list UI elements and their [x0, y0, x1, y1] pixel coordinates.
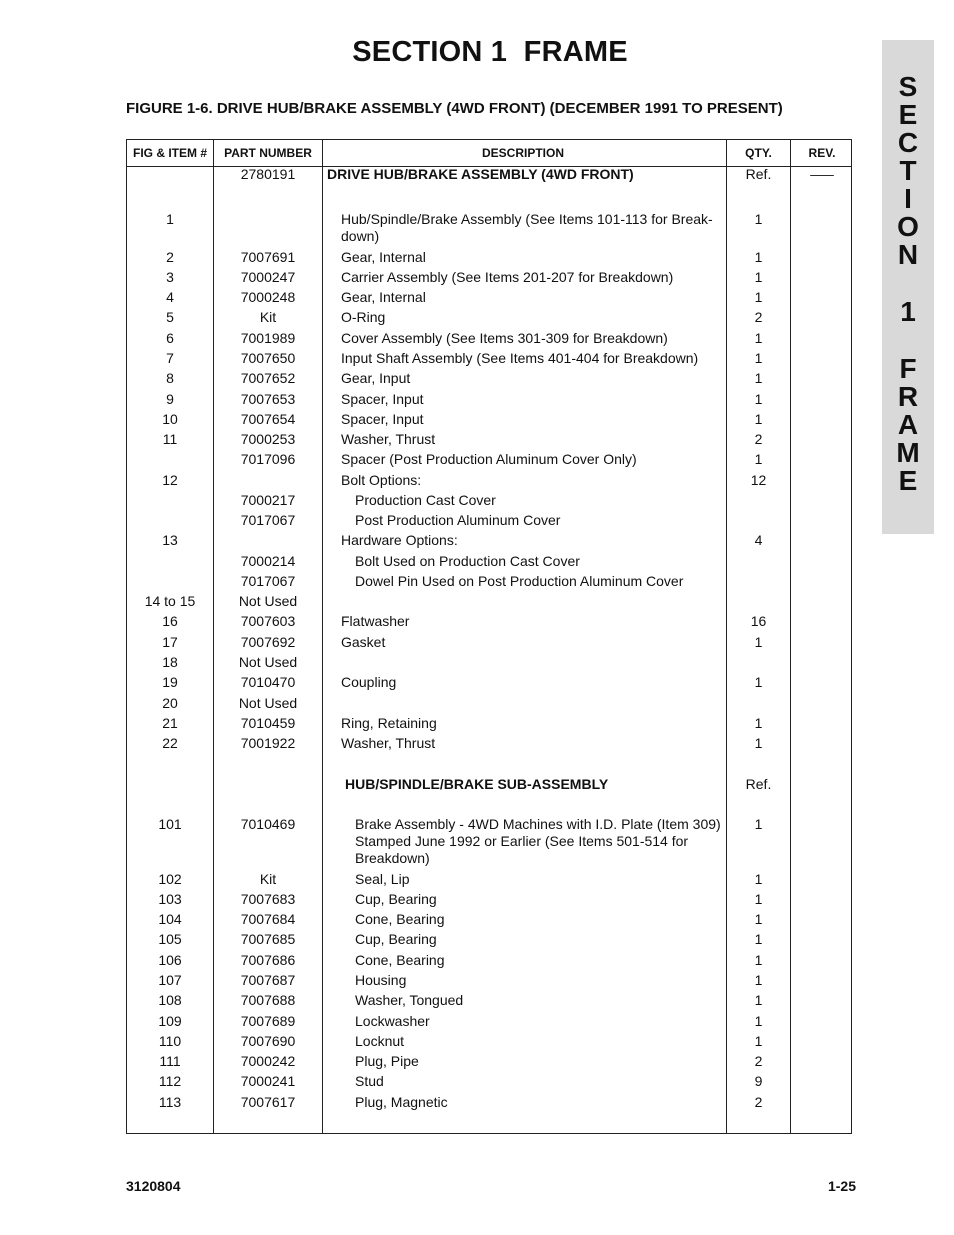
- part-cell: 7007617: [240, 1094, 296, 1110]
- part-cell: 7007684: [240, 911, 296, 927]
- desc-cell: Ring, Retaining: [341, 715, 437, 731]
- fig-cell: 16: [162, 613, 178, 629]
- qty-cell: Ref.: [745, 166, 772, 182]
- qty-cell: 1: [754, 391, 763, 407]
- desc-cell: HUB/SPINDLE/BRAKE SUB-ASSEMBLY: [345, 776, 609, 792]
- fig-cell: 19: [162, 674, 178, 690]
- document-number: 3120804: [126, 1178, 181, 1194]
- fig-cell: 3: [166, 269, 174, 285]
- desc-cell: Gasket: [341, 634, 386, 650]
- desc-cell: Lockwasher: [355, 1013, 430, 1029]
- qty-cell: 1: [754, 871, 763, 887]
- fig-cell: 111: [159, 1053, 181, 1069]
- part-cell: 7010470: [240, 674, 296, 690]
- desc-cell: Washer, Thrust: [341, 431, 436, 447]
- part-cell: 7001922: [240, 735, 296, 751]
- desc-cell: DRIVE HUB/BRAKE ASSEMBLY (4WD FRONT): [327, 166, 634, 182]
- part-cell: 7000241: [240, 1073, 296, 1089]
- fig-cell: 20: [162, 695, 178, 711]
- side-tab-letter: A: [897, 409, 919, 440]
- qty-cell: 1: [754, 1033, 763, 1049]
- part-cell: 7017067: [240, 573, 296, 589]
- qty-cell: 1: [754, 972, 763, 988]
- side-tab-letter: F: [899, 353, 917, 384]
- part-cell: 7010469: [240, 816, 296, 832]
- part-cell: 7007687: [240, 972, 296, 988]
- desc-cell: Cup, Bearing: [355, 931, 437, 947]
- qty-cell: 1: [754, 211, 763, 227]
- desc-cell: Bolt Used on Production Cast Cover: [355, 553, 580, 569]
- qty-cell: 1: [754, 1013, 763, 1029]
- desc-cell: Flatwasher: [341, 613, 410, 629]
- part-cell: 7017096: [240, 451, 296, 467]
- fig-cell: 113: [158, 1094, 182, 1110]
- desc-cell: Input Shaft Assembly (See Items 401-404 for Breakdown): [341, 350, 699, 366]
- rev-cell: ___: [810, 160, 834, 176]
- qty-cell: 2: [754, 309, 763, 325]
- part-cell: 2780191: [240, 166, 296, 182]
- fig-cell: 110: [158, 1033, 182, 1049]
- qty-cell: 1: [754, 715, 763, 731]
- desc-cell: Bolt Options:: [341, 472, 422, 488]
- desc-cell: Cone, Bearing: [355, 911, 445, 927]
- desc-cell: Carrier Assembly (See Items 201-207 for Breakdown): [341, 269, 674, 285]
- qty-cell: 1: [754, 634, 763, 650]
- part-cell: 7000214: [240, 553, 296, 569]
- part-cell: Not Used: [238, 695, 298, 711]
- side-tab-letter: M: [896, 437, 920, 468]
- side-tab-letter: R: [897, 381, 919, 412]
- part-cell: 7000248: [240, 289, 296, 305]
- fig-cell: 108: [158, 992, 182, 1008]
- qty-cell: 9: [754, 1073, 763, 1089]
- desc-cell: Cone, Bearing: [355, 952, 445, 968]
- fig-cell: 109: [158, 1013, 182, 1029]
- fig-cell: 13: [162, 532, 178, 548]
- fig-cell: 8: [166, 370, 174, 386]
- desc-cell: Production Cast Cover: [355, 492, 496, 508]
- desc-cell: Plug, Magnetic: [355, 1094, 448, 1110]
- desc-cell: Washer, Thrust: [341, 735, 436, 751]
- qty-cell: 1: [754, 674, 763, 690]
- desc-cell: Cover Assembly (See Items 301-309 for Breakdown): [341, 330, 668, 346]
- part-cell: 7007690: [240, 1033, 296, 1049]
- fig-cell: 6: [166, 330, 174, 346]
- header-description: DESCRIPTION: [481, 146, 564, 160]
- part-cell: 7000217: [240, 492, 296, 508]
- qty-cell: 1: [754, 931, 763, 947]
- side-tab-letter: S: [898, 71, 918, 102]
- part-cell: 7007689: [240, 1013, 296, 1029]
- part-cell: 7007653: [240, 391, 296, 407]
- desc-cell: Washer, Tongued: [355, 992, 464, 1008]
- fig-cell: 7: [166, 350, 174, 366]
- part-cell: 7017067: [240, 512, 296, 528]
- fig-cell: 14 to 15: [144, 593, 196, 609]
- part-cell: 7007683: [240, 891, 296, 907]
- side-tab-letter: N: [897, 239, 919, 270]
- side-tab-letter: T: [899, 155, 917, 186]
- part-cell: 7007685: [240, 931, 296, 947]
- qty-cell: 1: [754, 735, 763, 751]
- desc-cell: Seal, Lip: [355, 871, 410, 887]
- fig-cell: 10: [162, 411, 178, 427]
- header-rev: REV.: [808, 146, 836, 160]
- desc-cell: Coupling: [341, 674, 397, 690]
- desc-cell: Gear, Input: [341, 370, 411, 386]
- side-tab-letter: 1: [900, 296, 916, 327]
- part-cell: 7007688: [240, 992, 296, 1008]
- qty-cell: 2: [754, 1094, 763, 1110]
- part-cell: 7000253: [240, 431, 296, 447]
- figure-title: FIGURE 1-6. DRIVE HUB/BRAKE ASSEMBLY (4WD FRONT) (DECEMBER 1991 TO PRESENT): [126, 100, 783, 117]
- fig-cell: 112: [158, 1073, 182, 1089]
- qty-cell: 1: [754, 816, 763, 832]
- part-cell: 7001989: [240, 330, 296, 346]
- header-fig-item: FIG & ITEM #: [132, 146, 207, 160]
- desc-cell: Locknut: [355, 1033, 405, 1049]
- qty-cell: 2: [754, 431, 763, 447]
- part-cell: 7007692: [240, 634, 296, 650]
- fig-cell: 12: [162, 472, 178, 488]
- fig-cell: 103: [158, 891, 182, 907]
- qty-cell: 1: [754, 451, 763, 467]
- desc-cell: Plug, Pipe: [355, 1053, 419, 1069]
- qty-cell: 1: [754, 952, 763, 968]
- section-side-tab: [882, 40, 934, 534]
- qty-cell: 4: [754, 532, 763, 548]
- part-cell: 7007686: [240, 952, 296, 968]
- qty-cell: 16: [750, 613, 767, 629]
- fig-cell: 21: [162, 715, 178, 731]
- fig-cell: 105: [158, 931, 182, 947]
- part-cell: 7007691: [240, 249, 296, 265]
- qty-cell: 1: [754, 370, 763, 386]
- side-tab-letter: E: [898, 99, 918, 130]
- page-number: 1-25: [827, 1178, 856, 1194]
- qty-cell: 2: [754, 1053, 763, 1069]
- desc-cell: O-Ring: [341, 309, 386, 325]
- fig-cell: 4: [166, 289, 174, 305]
- part-cell: 7000247: [240, 269, 296, 285]
- side-tab-letter: I: [904, 183, 912, 214]
- desc-cell: Hub/Spindle/Brake Assembly (See Items 101-113 for Break-down): [341, 211, 713, 244]
- fig-cell: 1: [166, 211, 174, 227]
- desc-cell: Dowel Pin Used on Post Production Aluminum Cover: [355, 573, 684, 589]
- desc-cell: Spacer, Input: [341, 411, 424, 427]
- fig-cell: 102: [158, 871, 182, 887]
- side-tab-letter: O: [897, 211, 919, 242]
- fig-cell: 9: [166, 391, 174, 407]
- desc-cell: Spacer, Input: [341, 391, 424, 407]
- part-cell: 7007650: [240, 350, 296, 366]
- fig-cell: 17: [162, 634, 178, 650]
- desc-cell: Brake Assembly - 4WD Machines with I.D. Plate (Item 309) Stamped June 1992 or Earlier (See Items 501-514 for Breakdown): [355, 816, 721, 866]
- part-cell: 7007652: [240, 370, 296, 386]
- fig-cell: 22: [162, 735, 178, 751]
- fig-cell: 18: [162, 654, 178, 670]
- desc-cell: Post Production Aluminum Cover: [355, 512, 561, 528]
- part-cell: 7007603: [240, 613, 296, 629]
- side-tab-letter: E: [898, 465, 918, 496]
- desc-cell: Cup, Bearing: [355, 891, 437, 907]
- desc-cell: Spacer (Post Production Aluminum Cover Only): [341, 451, 637, 467]
- qty-cell: 1: [754, 911, 763, 927]
- fig-cell: 2: [166, 249, 174, 265]
- header-part-number: PART NUMBER: [224, 146, 312, 160]
- fig-cell: 101: [158, 816, 182, 832]
- desc-cell: Hardware Options:: [341, 532, 458, 548]
- qty-cell: 1: [754, 411, 763, 427]
- part-cell: 7000242: [240, 1053, 296, 1069]
- section-title: SECTION 1 FRAME: [352, 36, 628, 68]
- part-cell: Not Used: [238, 593, 298, 609]
- qty-cell: 1: [754, 891, 763, 907]
- side-tab-letter: C: [897, 127, 919, 158]
- header-qty: QTY.: [745, 146, 772, 160]
- qty-cell: 1: [754, 992, 763, 1008]
- qty-cell: Ref.: [745, 776, 772, 792]
- qty-cell: 1: [754, 350, 763, 366]
- fig-cell: 11: [162, 431, 178, 447]
- desc-cell: Gear, Internal: [341, 249, 426, 265]
- qty-cell: 12: [750, 472, 767, 488]
- part-cell: Kit: [259, 871, 277, 887]
- desc-cell: Stud: [355, 1073, 384, 1089]
- column-divider: [790, 140, 791, 1133]
- qty-cell: 1: [754, 330, 763, 346]
- desc-cell: Gear, Internal: [341, 289, 426, 305]
- parts-table: [126, 139, 852, 1134]
- fig-cell: 104: [158, 911, 182, 927]
- qty-cell: 1: [754, 289, 763, 305]
- qty-cell: 1: [754, 269, 763, 285]
- part-cell: Not Used: [238, 654, 298, 670]
- fig-cell: 107: [158, 972, 182, 988]
- qty-cell: 1: [754, 249, 763, 265]
- desc-cell: Housing: [355, 972, 407, 988]
- fig-cell: 5: [166, 309, 174, 325]
- part-cell: 7007654: [240, 411, 296, 427]
- part-cell: 7010459: [240, 715, 296, 731]
- part-cell: Kit: [259, 309, 277, 325]
- fig-cell: 106: [158, 952, 182, 968]
